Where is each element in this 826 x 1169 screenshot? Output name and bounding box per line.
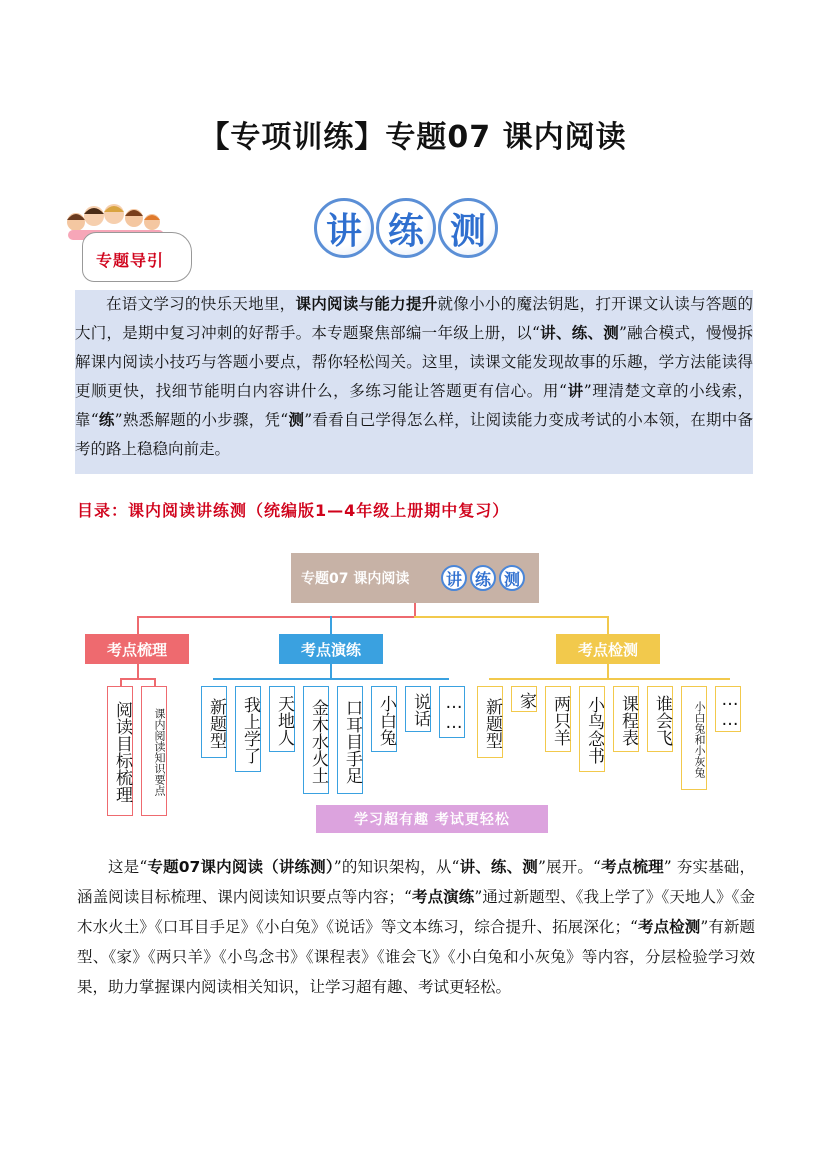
leaf-jin-mu-shui-huo-tu: 金木水火土 <box>303 686 329 794</box>
leaf-ke-cheng-biao: 课程表 <box>613 686 639 752</box>
root-circle-lian: 练 <box>470 565 496 591</box>
summary-paragraph <box>77 852 755 1002</box>
leaf-wo-shang-xue-le: 我上学了 <box>235 686 261 772</box>
connector <box>607 616 609 634</box>
leaf-xiao-bai-tu-he-xiao-hui-tu: 小白兔和小灰兔 <box>681 686 707 790</box>
intro-run: 讲、练、测 <box>539 324 619 342</box>
intro-run: ”看看自己学得怎么样，让阅读能力变成考试的小本领，在期中备考的路上稳稳向前走。 <box>75 411 753 458</box>
leaf-liang-zhi-yang: 两只羊 <box>545 686 571 752</box>
leaf-knowledge-points: 课内阅读知识要点 <box>141 686 167 816</box>
diagram-root-label: 专题07 课内阅读 <box>301 571 410 587</box>
connector <box>137 664 139 678</box>
summary-run: 考点梳理 <box>600 858 664 876</box>
summary-run: ”的知识架构，从“ <box>333 858 460 876</box>
summary-run: 考点检测 <box>637 918 701 936</box>
summary-run: ”展开。“ <box>537 858 601 876</box>
summary-run: ”有新题型、《家》《两只羊》《小鸟念书》《课程表》《谁会飞》《小白兔和小灰兔》等内容，分层检验学习效果，助力掌握课内阅读相关知识，让学习超有趣、考试更轻松。 <box>77 918 755 996</box>
leaf-shuo-hua: 说话 <box>405 686 431 732</box>
summary-run: 这是“ <box>108 858 148 876</box>
summary-run: 讲、练、测 <box>459 858 538 876</box>
leaf-kou-er-mu-shou-zu: 口耳目手足 <box>337 686 363 794</box>
intro-run: 课内阅读与能力提升 <box>295 295 438 313</box>
leaf-new-question-type: 新题型 <box>477 686 503 758</box>
subheading: 目录：课内阅读讲练测（统编版1—4年级上册期中复习） <box>77 501 510 520</box>
page-title: 【专项训练】专题07 课内阅读 <box>199 120 627 155</box>
summary-run: 考点演练 <box>411 888 475 906</box>
intro-run: 在语文学习的快乐天地里， <box>106 295 296 313</box>
category-kaodian-jiance: 考点检测 <box>556 634 660 664</box>
intro-run: ”理清楚文章的小线索，靠“ <box>75 382 753 429</box>
category-kaodian-shuli: 考点梳理 <box>85 634 189 664</box>
leaf-jia: 家 <box>511 686 537 712</box>
leaf-new-question-type: 新题型 <box>201 686 227 758</box>
intro-run: 练 <box>98 411 115 429</box>
summary-run: ” 夯实基础，涵盖阅读目标梳理、课内阅读知识要点等内容；“ <box>77 858 755 906</box>
intro-run: 测 <box>288 411 305 429</box>
intro-paragraph <box>75 290 753 464</box>
circle-ce: 测 <box>438 198 498 258</box>
connector <box>330 664 332 678</box>
connector <box>330 616 332 634</box>
connector <box>154 678 156 686</box>
guide-label: 专题导引 <box>96 251 165 270</box>
summary-run: ”通过新题型、《我上学了》《天地人》《金木水火土》《口耳目手足》《小白兔》《说话》等文本练习，综合提升、拓展深化；“ <box>77 888 755 936</box>
category-kaodian-yanlian: 考点演练 <box>279 634 383 664</box>
leaf-tian-di-ren: 天地人 <box>269 686 295 752</box>
connector <box>414 616 607 618</box>
connector <box>414 603 416 616</box>
connector <box>137 616 414 618</box>
intro-run: ”熟悉解题的小步骤，凭“ <box>114 411 289 429</box>
connector <box>607 664 609 678</box>
intro-run: 讲 <box>566 382 584 400</box>
leaf-ellipsis: …… <box>715 686 741 732</box>
connector <box>137 616 139 634</box>
connector <box>489 678 730 680</box>
leaf-shui-hui-fei: 谁会飞 <box>647 686 673 752</box>
leaf-xiao-bai-tu: 小白兔 <box>371 686 397 752</box>
connector <box>120 678 154 680</box>
intro-run: ”融合模式，慢慢拆解课内阅读小技巧与答题小要点，帮你轻松闯关。这里，读课文能发现故事的乐趣，学方法能读得更顺更快，找细节能明白内容讲什么，多练习能让答题更有信心。用“ <box>75 324 753 400</box>
root-circle-jiang: 讲 <box>441 565 467 591</box>
connector <box>120 678 122 686</box>
root-circle-ce: 测 <box>499 565 525 591</box>
leaf-ellipsis: …… <box>439 686 465 738</box>
summary-run: 专题07课内阅读（讲练测） <box>147 858 334 876</box>
leaf-xiao-niao-nian-shu: 小鸟念书 <box>579 686 605 772</box>
leaf-reading-goals: 阅读目标梳理 <box>107 686 133 816</box>
connector <box>213 678 449 680</box>
intro-run: 就像小小的魔法钥匙，打开课文认读与答题的大门，是期中复习冲刺的好帮手。本专题聚焦部编一年级上册，以“ <box>75 295 753 342</box>
circle-lian: 练 <box>376 198 436 258</box>
slogan-banner: 学习超有趣 考试更轻松 <box>316 805 548 833</box>
circle-jiang: 讲 <box>314 198 374 258</box>
